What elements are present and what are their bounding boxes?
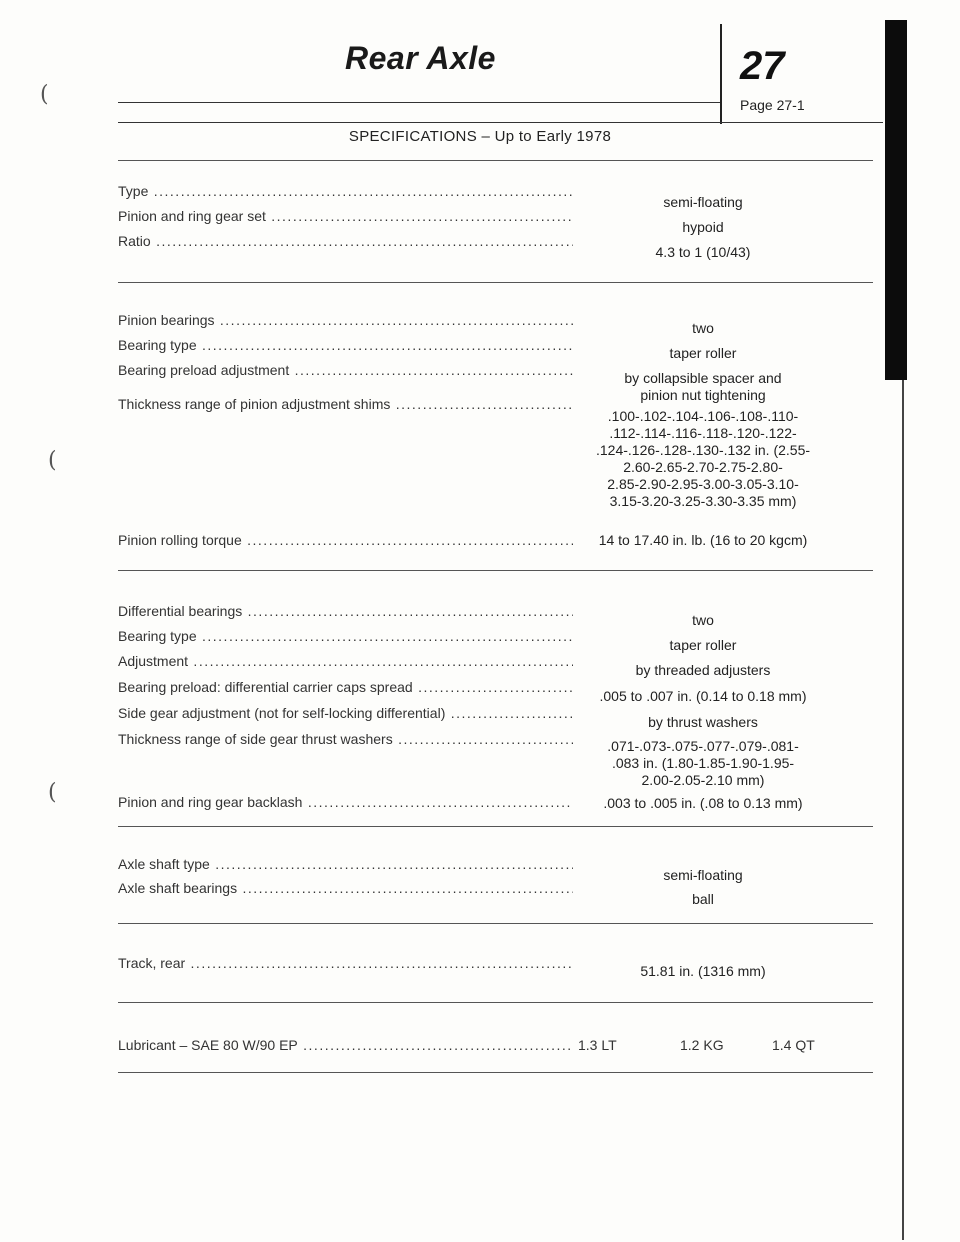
section-divider xyxy=(118,1002,873,1003)
spec-value: by collapsible spacer and pinion nut tightening xyxy=(624,370,782,403)
lubricant-kilograms: 1.2 KG xyxy=(680,1037,724,1053)
spec-value: two xyxy=(692,320,714,336)
chapter-tab-bar xyxy=(885,20,907,380)
spec-label: Thickness range of pinion adjustment shims ..... xyxy=(118,395,573,413)
spec-value: taper roller xyxy=(669,345,737,361)
spec-label: Ratio ..... xyxy=(118,232,573,250)
spec-label: Pinion and ring gear backlash ..... xyxy=(118,793,573,811)
heading-underline xyxy=(118,160,873,161)
spec-value: semi-floating xyxy=(663,194,743,210)
spec-value: 14 to 17.40 in. lb. (16 to 20 kgcm) xyxy=(598,532,808,548)
spec-value: 51.81 in. (1316 mm) xyxy=(640,963,766,979)
spec-value: .071-.073-.075-.077-.079-.081- .083 in. (1.80-1.85-1.90-1.95- 2.00-2.05-2.10 mm) xyxy=(607,738,799,788)
spec-label: Side gear adjustment (not for self-locking differential) ..... xyxy=(118,704,573,722)
spec-label: Track, rear ..... xyxy=(118,954,573,972)
margin-rule xyxy=(902,380,904,1240)
spec-value: semi-floating xyxy=(663,867,743,883)
spec-label: Bearing preload: differential carrier caps spread ..... xyxy=(118,678,573,696)
spec-value: 4.3 to 1 (10/43) xyxy=(655,244,751,260)
spec-label: Axle shaft type ..... xyxy=(118,855,573,873)
margin-mark: ( xyxy=(48,780,57,805)
spec-label: Differential bearings ..... xyxy=(118,602,573,620)
spec-value: by thrust washers xyxy=(648,714,758,730)
spec-value: .003 to .005 in. (.08 to 0.13 mm) xyxy=(603,795,803,811)
section-divider xyxy=(118,282,873,283)
section-divider xyxy=(118,570,873,571)
spec-value: hypoid xyxy=(682,219,724,235)
spec-label: Thickness range of side gear thrust washers ..... xyxy=(118,730,573,748)
margin-mark: ( xyxy=(40,82,49,107)
lubricant-label: Lubricant – SAE 80 W/90 EP ..... xyxy=(118,1036,573,1054)
spec-label: Axle shaft bearings ..... xyxy=(118,879,573,897)
spec-value: two xyxy=(692,612,714,628)
spec-label: Type ..... xyxy=(118,182,573,200)
lubricant-quarts: 1.4 QT xyxy=(772,1037,815,1053)
page-reference: Page 27-1 xyxy=(740,97,805,113)
header-rule xyxy=(118,102,720,103)
spec-value: .100-.102-.104-.106-.108-.110- .112-.114-.116-.118-.120-.122- .124-.126-.128-.130-.132 in. (2.55- 2.60-2.65-2.70-2.75-2.80- 2.85-2.90-2.95-3.00-3.05-3.10- 3.15-3.20-3.25-3.30-3.35 mm) xyxy=(595,408,811,509)
page-title: Rear Axle xyxy=(345,40,496,76)
spec-label: Pinion bearings ..... xyxy=(118,311,573,329)
header-rule-lower xyxy=(118,122,883,123)
spec-label: Bearing type ..... xyxy=(118,627,573,645)
section-divider xyxy=(118,923,873,924)
lubricant-liters: 1.3 LT xyxy=(578,1037,617,1053)
spec-label: Adjustment ..... xyxy=(118,652,573,670)
spec-label: Pinion and ring gear set ..... xyxy=(118,207,573,225)
section-divider xyxy=(118,826,873,827)
spec-label: Pinion rolling torque ..... xyxy=(118,531,573,549)
spec-value: by threaded adjusters xyxy=(635,662,771,678)
spec-value: .005 to .007 in. (0.14 to 0.18 mm) xyxy=(599,688,807,704)
spec-label: Bearing type ..... xyxy=(118,336,573,354)
spec-label: Bearing preload adjustment ..... xyxy=(118,361,573,379)
specifications-heading: SPECIFICATIONS – Up to Early 1978 xyxy=(348,128,612,145)
margin-mark: ( xyxy=(48,448,57,473)
chapter-number: 27 xyxy=(740,44,785,88)
section-divider xyxy=(118,1072,873,1073)
spec-value: taper roller xyxy=(669,637,737,653)
spec-value: ball xyxy=(692,891,714,907)
